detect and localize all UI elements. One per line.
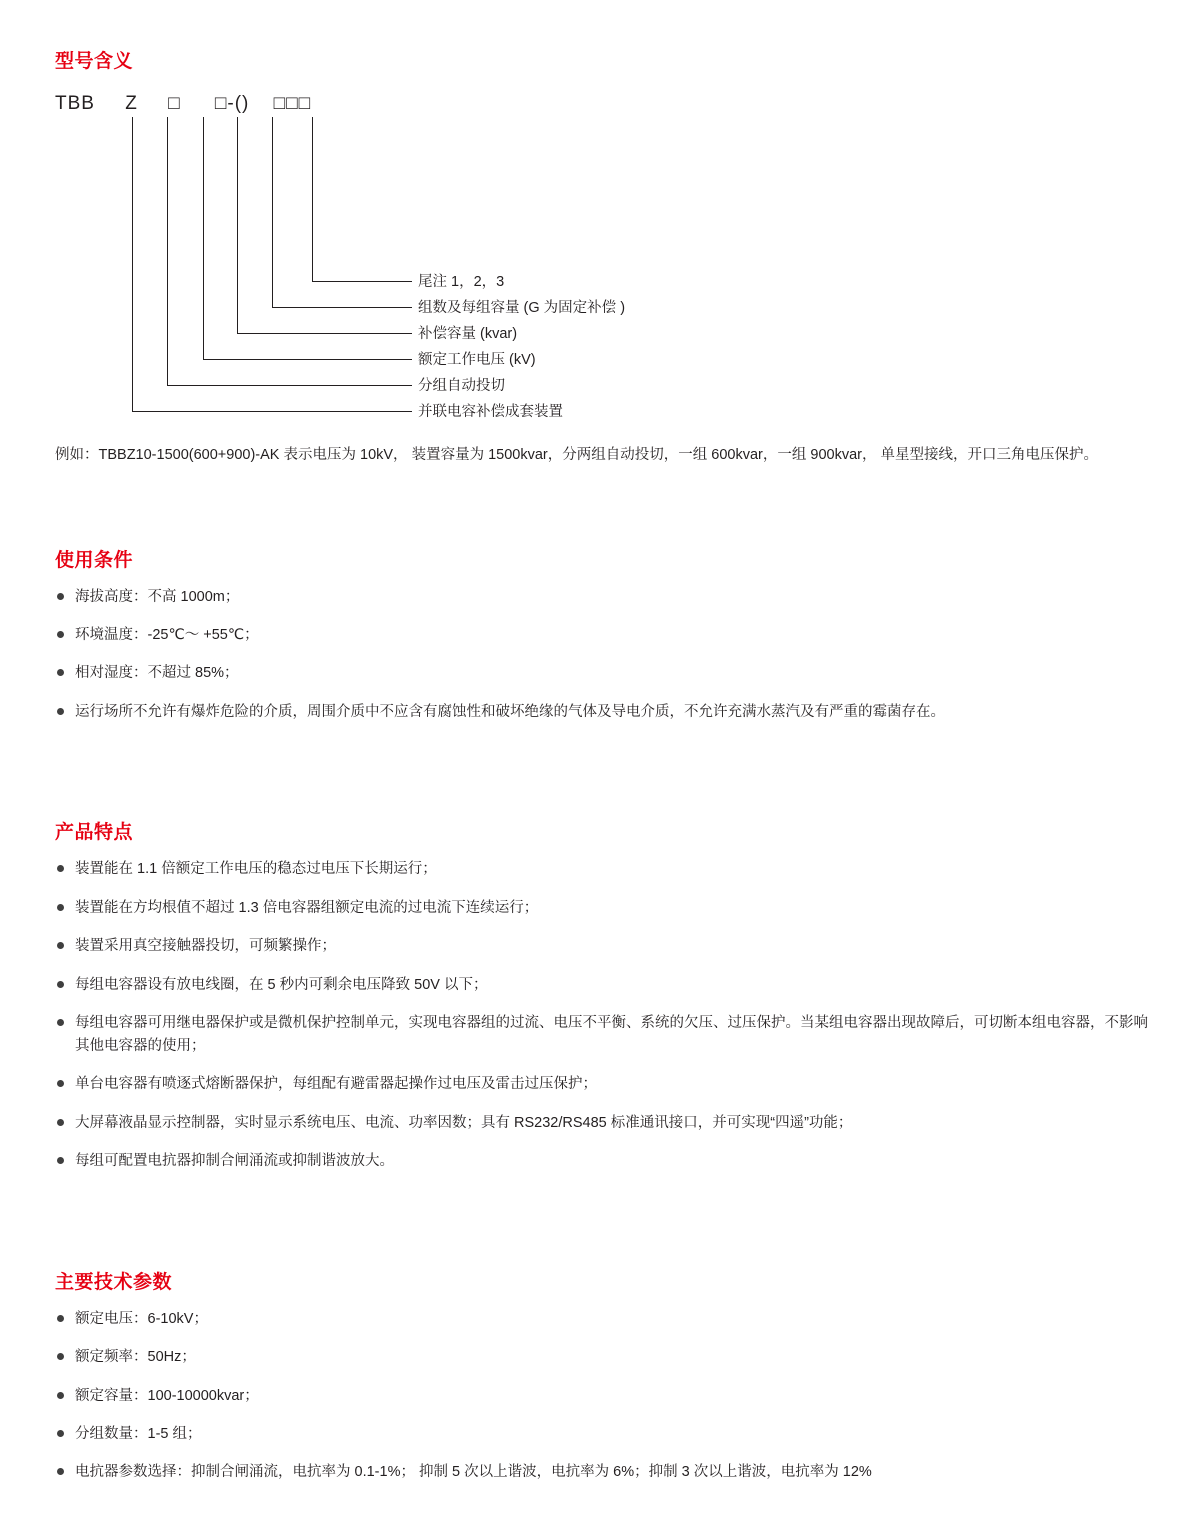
list-item: 每组电容器设有放电线圈，在 5 秒内可剩余电压降致 50V 以下； <box>55 974 1160 996</box>
legend-label-3: 补偿容量 (kvar) <box>418 326 518 342</box>
leader-line-h-1 <box>312 281 412 282</box>
diagram-spacer <box>55 352 1160 433</box>
section-title-specs: 主要技术参数 <box>55 1271 173 1293</box>
list-item: 相对湿度：不超过 85%； <box>55 662 1160 684</box>
section-title-conditions: 使用条件 <box>55 549 134 571</box>
legend-label-4: 额定工作电压 (kV) <box>418 352 536 368</box>
model-code-row <box>55 93 321 115</box>
leader-line-v-1 <box>312 117 313 281</box>
list-item: 分组数量：1-5 组； <box>55 1423 1160 1445</box>
bottom-spacer <box>0 1500 1200 1540</box>
code-part-box1: □ <box>168 93 181 114</box>
top-spacer <box>0 0 1200 46</box>
list-item: 额定频率：50Hz； <box>55 1346 1160 1368</box>
section-title-model: 型号含义 <box>55 51 134 72</box>
spacer-after-model <box>0 485 1200 545</box>
section-technical-specs <box>0 1267 1200 1484</box>
section-product-features <box>0 817 1200 1172</box>
leader-line-v-2 <box>272 117 273 307</box>
model-example-text: 例如：TBBZ10-1500(600+900)-AK 表示电压为 10kV， 装置容量为 1500kvar，分两组自动投切，一组 600kvar，一组 900kvar， 单星型接线，开口三角电压保护。 <box>55 447 1099 463</box>
section-title-features: 产品特点 <box>55 822 134 844</box>
leader-line-h-2 <box>272 307 412 308</box>
spacer-after-conditions <box>0 739 1200 799</box>
section-usage-conditions <box>0 545 1200 724</box>
list-item: 运行场所不允许有爆炸危险的介质，周围介质中不应含有腐蚀性和破坏绝缘的气体及导电介质，不允许充满水蒸汽及有严重的霉菌存在。 <box>55 701 1160 723</box>
leader-line-v-5 <box>167 117 168 385</box>
leader-line-h-4 <box>203 359 412 360</box>
leader-line-v-4 <box>203 117 204 359</box>
leader-line-v-3 <box>237 117 238 333</box>
specs-list <box>55 1308 1160 1484</box>
legend-label-5: 分组自动投切 <box>418 378 505 394</box>
list-item: 额定电压：6-10kV； <box>55 1308 1160 1330</box>
code-part-box2: □□□ <box>273 93 312 114</box>
spacer-after-conditions-2 <box>0 799 1200 817</box>
code-part-z: Z <box>125 93 138 114</box>
section-model-meaning <box>0 46 1200 470</box>
leader-line-h-5 <box>167 385 412 386</box>
list-item: 大屏幕液晶显示控制器，实时显示系统电压、电流、功率因数；具有 RS232/RS485 标准通讯接口，并可实现“四遥”功能； <box>55 1112 1160 1134</box>
features-list <box>55 858 1160 1172</box>
list-item: 装置采用真空接触器投切，可频繁操作； <box>55 935 1160 957</box>
code-part-voltage: □-() <box>214 93 250 114</box>
model-code-diagram <box>55 87 1160 420</box>
code-part-tbb: TBB <box>55 93 95 114</box>
list-item: 装置能在方均根值不超过 1.3 倍电容器组额定电流的过电流下连续运行； <box>55 897 1160 919</box>
leader-line-h-6 <box>132 411 412 412</box>
list-item: 海拔高度：不高 1000m； <box>55 586 1160 608</box>
list-item: 环境温度：-25℃～ +55℃； <box>55 624 1160 646</box>
leader-line-v-6 <box>132 117 133 411</box>
list-item: 每组电容器可用继电器保护或是微机保护控制单元，实现电容器组的过流、电压不平衡、系统的欠压、过压保护。当某组电容器出现故障后，可切断本组电容器，不影响其他电容器的使用； <box>55 1012 1160 1057</box>
list-item: 每组可配置电抗器抑制合闸涌流或抑制谐波放大。 <box>55 1150 1160 1172</box>
legend-label-1: 尾注 1，2，3 <box>418 274 505 290</box>
spacer-after-features-2 <box>0 1249 1200 1267</box>
list-item: 单台电容器有喷逐式熔断器保护，每组配有避雷器起操作过电压及雷击过压保护； <box>55 1073 1160 1095</box>
list-item: 电抗器参数选择：抑制合闸涌流，电抗率为 0.1-1%； 抑制 5 次以上谐波，电抗率为 6%；抑制 3 次以上谐波，电抗率为 12% <box>55 1461 1160 1483</box>
legend-label-2: 组数及每组容量 (G 为固定补偿 ) <box>418 300 626 316</box>
list-item: 装置能在 1.1 倍额定工作电压的稳态过电压下长期运行； <box>55 858 1160 880</box>
spacer-after-features <box>0 1189 1200 1249</box>
list-item: 额定容量：100-10000kvar； <box>55 1385 1160 1407</box>
conditions-list <box>55 586 1160 724</box>
legend-label-6: 并联电容补偿成套装置 <box>418 404 563 420</box>
leader-line-h-3 <box>237 333 412 334</box>
